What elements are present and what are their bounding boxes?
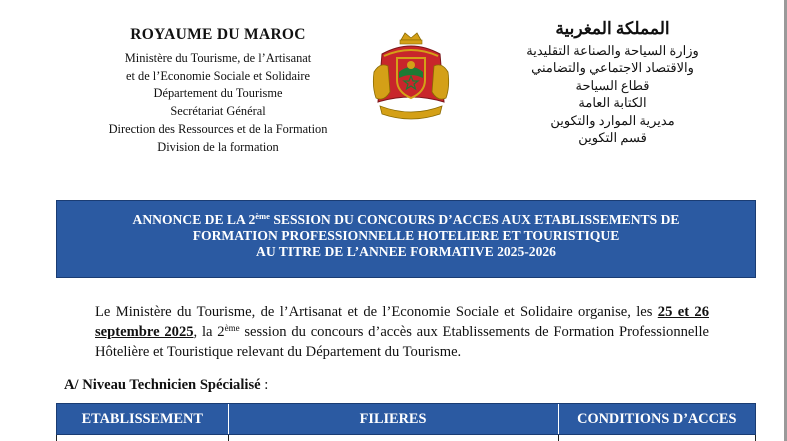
- header-fr-line: Division de la formation: [157, 139, 279, 154]
- column-header-conditions: CONDITIONS D’ACCES: [577, 410, 737, 427]
- table-row: [56, 435, 756, 441]
- establishments-table: [56, 403, 756, 441]
- announcement-line: [57, 212, 755, 228]
- ordinal-superscript: ème: [255, 211, 270, 221]
- coat-of-arms-emblem: [370, 32, 452, 122]
- header-fr-line: Département du Tourisme: [153, 86, 283, 101]
- header-ar-line: قطاع السياحة: [575, 77, 650, 93]
- header-french: [68, 26, 368, 157]
- announcement-text: SESSION DU CONCOURS D’ACCES AUX ETABLISSEMENTS DE: [269, 212, 680, 227]
- announcement-banner: [56, 200, 756, 278]
- intro-text: , la 2: [193, 324, 225, 340]
- header-ar-line: وزارة السياحة والصناعة التقليدية: [526, 42, 699, 58]
- table-cell: [229, 435, 559, 441]
- country-title-fr: ROYAUME DU MAROC: [130, 26, 306, 43]
- announcement-line: AU TITRE DE L’ANNEE FORMATIVE 2025-2026: [256, 244, 556, 259]
- header-fr-line: Secrétariat Général: [170, 104, 266, 119]
- country-title-ar: المملكة المغربية: [555, 19, 670, 38]
- ordinal-superscript: ème: [224, 323, 240, 333]
- section-title-text: A/ Niveau Technicien Spécialisé: [64, 377, 261, 393]
- intro-text: Le Ministère du Tourisme, de l’Artisanat et de l’Economie Sociale et Solidaire organise, les: [95, 304, 658, 320]
- header-arabic: [505, 20, 720, 147]
- header-ar-line: والاقتصاد الاجتماعي والتضامني: [531, 60, 694, 75]
- column-header-filieres: FILIERES: [229, 404, 559, 434]
- header-ar-line: قسم التكوين: [578, 130, 647, 145]
- header-fr-line: et de l’Economie Sociale et Solidaire: [125, 68, 311, 83]
- header-ar-line: مديرية الموارد والتكوين: [550, 112, 675, 128]
- column-header-etablissement: ETABLISSEMENT: [57, 404, 229, 434]
- header-fr-line: Ministère du Tourisme, de l’Artisanat: [124, 50, 312, 65]
- exam-dates: 25 et 26 septembre 2025: [95, 304, 709, 340]
- header-fr-line: Direction des Ressources et de la Formation: [108, 121, 328, 136]
- section-heading: [64, 377, 268, 394]
- header-ar-line: الكتابة العامة: [578, 95, 647, 110]
- intro-paragraph: [95, 302, 709, 362]
- section-title-suffix: :: [260, 377, 269, 393]
- intro-text: session du concours d’accès aux Etablissements de Formation Professionnelle Hôtelière et Touristique relevant du Département du Tourisme.: [95, 324, 709, 360]
- announcement-line: FORMATION PROFESSIONNELLE HOTELIERE ET TOURISTIQUE: [192, 228, 620, 243]
- announcement-text: ANNONCE DE LA 2: [132, 212, 256, 227]
- table-cell: [57, 435, 229, 441]
- table-cell: [559, 435, 755, 441]
- table-header-row: [56, 403, 756, 435]
